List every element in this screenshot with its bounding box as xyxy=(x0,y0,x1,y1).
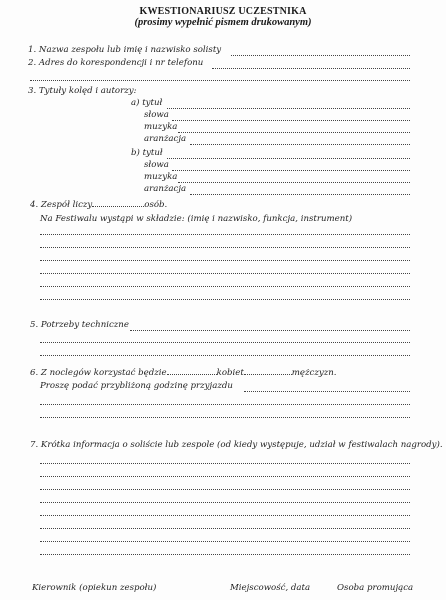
question-1-field[interactable] xyxy=(231,55,410,56)
question-7-label: 7. Krótka informacja o soliście lub zespole (od kiedy występuje, udział w festiwalach nagrody). xyxy=(30,440,443,450)
lineup-line-6[interactable] xyxy=(40,299,410,300)
carol-b-words-field[interactable] xyxy=(172,170,410,171)
question-2-field-line-2[interactable] xyxy=(30,80,410,81)
women-count-field[interactable] xyxy=(167,374,217,375)
place-date-label: Miejscowość, data xyxy=(230,583,311,593)
question-6-row xyxy=(30,368,337,378)
technical-needs-field[interactable] xyxy=(130,330,410,331)
info-line-6[interactable] xyxy=(40,528,410,529)
members-count-field[interactable] xyxy=(92,206,144,207)
carol-b-title-label: b) tytuł xyxy=(131,148,163,158)
info-line-8[interactable] xyxy=(40,554,410,555)
men-count-field[interactable] xyxy=(244,374,292,375)
lineup-line-2[interactable] xyxy=(40,247,410,248)
lineup-line-1[interactable] xyxy=(40,234,410,235)
carol-a-arrangement-field[interactable] xyxy=(190,144,410,145)
info-line-3[interactable] xyxy=(40,489,410,490)
carol-a-music-text: muzyka xyxy=(144,122,178,132)
info-line-4[interactable] xyxy=(40,502,410,503)
carol-a-words-field[interactable] xyxy=(172,120,410,121)
arrival-time-label: Proszę podać przybliżoną godzinę przyjazdu xyxy=(40,381,233,391)
question-2-field[interactable] xyxy=(212,68,410,69)
carol-b-arrangement-label: aranżacja xyxy=(144,184,187,194)
info-line-1[interactable] xyxy=(40,463,410,464)
carol-a-music-field[interactable] xyxy=(178,132,410,133)
lineup-line-3[interactable] xyxy=(40,260,410,261)
question-4-row xyxy=(30,200,167,210)
question-4-prefix: 4. Zespół liczy xyxy=(30,200,93,210)
form-title: KWESTIONARIUSZ UCZESTNIKA xyxy=(139,6,307,17)
arrival-line-3[interactable] xyxy=(40,417,410,418)
lineup-line-5[interactable] xyxy=(40,286,410,287)
carol-a-title-field[interactable] xyxy=(167,108,410,109)
question-1-label: 1. Nazwa zespołu lub imię i nazwisko solisty xyxy=(28,45,222,55)
info-line-7[interactable] xyxy=(40,541,410,542)
question-6-women: kobiet xyxy=(216,368,244,378)
lineup-line-4[interactable] xyxy=(40,273,410,274)
carol-b-music-label: muzyka xyxy=(144,172,178,182)
question-4-lineup-label: Na Festiwalu wystąpi w składzie: (imię i nazwisko, funkcja, instrument) xyxy=(40,214,353,224)
carol-b-arrangement-field[interactable] xyxy=(190,194,410,195)
promoter-label: Osoba promująca xyxy=(337,583,414,593)
info-line-5[interactable] xyxy=(40,515,410,516)
question-6-men: mężczyzn. xyxy=(291,368,337,378)
question-5-label: 5. Potrzeby techniczne xyxy=(30,320,129,330)
carol-b-title-field[interactable] xyxy=(167,158,410,159)
technical-needs-line-3[interactable] xyxy=(40,355,410,356)
carol-b-words-label: słowa xyxy=(144,160,169,170)
technical-needs-line-2[interactable] xyxy=(40,342,410,343)
carol-a-words-label: słowa xyxy=(144,110,169,120)
arrival-time-field[interactable] xyxy=(244,391,410,392)
question-4-suffix: osób. xyxy=(144,200,168,210)
carol-a-title-label: a) tytuł xyxy=(131,98,163,108)
form-subtitle: (prosimy wypełnić pismem drukowanym) xyxy=(134,17,312,28)
leader-signature-label: Kierownik (opiekun zespołu) xyxy=(32,583,157,593)
carol-a-arrangement-label: aranżacja xyxy=(144,134,187,144)
question-3-label: 3. Tytuły kolęd i autorzy: xyxy=(28,86,137,96)
arrival-line-2[interactable] xyxy=(40,404,410,405)
question-6-prefix: 6. Z noclegów korzystać będzie xyxy=(30,368,167,378)
carol-b-music-field[interactable] xyxy=(178,182,410,183)
question-2-label: 2. Adres do korespondencji i nr telefonu xyxy=(28,58,204,68)
info-line-2[interactable] xyxy=(40,476,410,477)
